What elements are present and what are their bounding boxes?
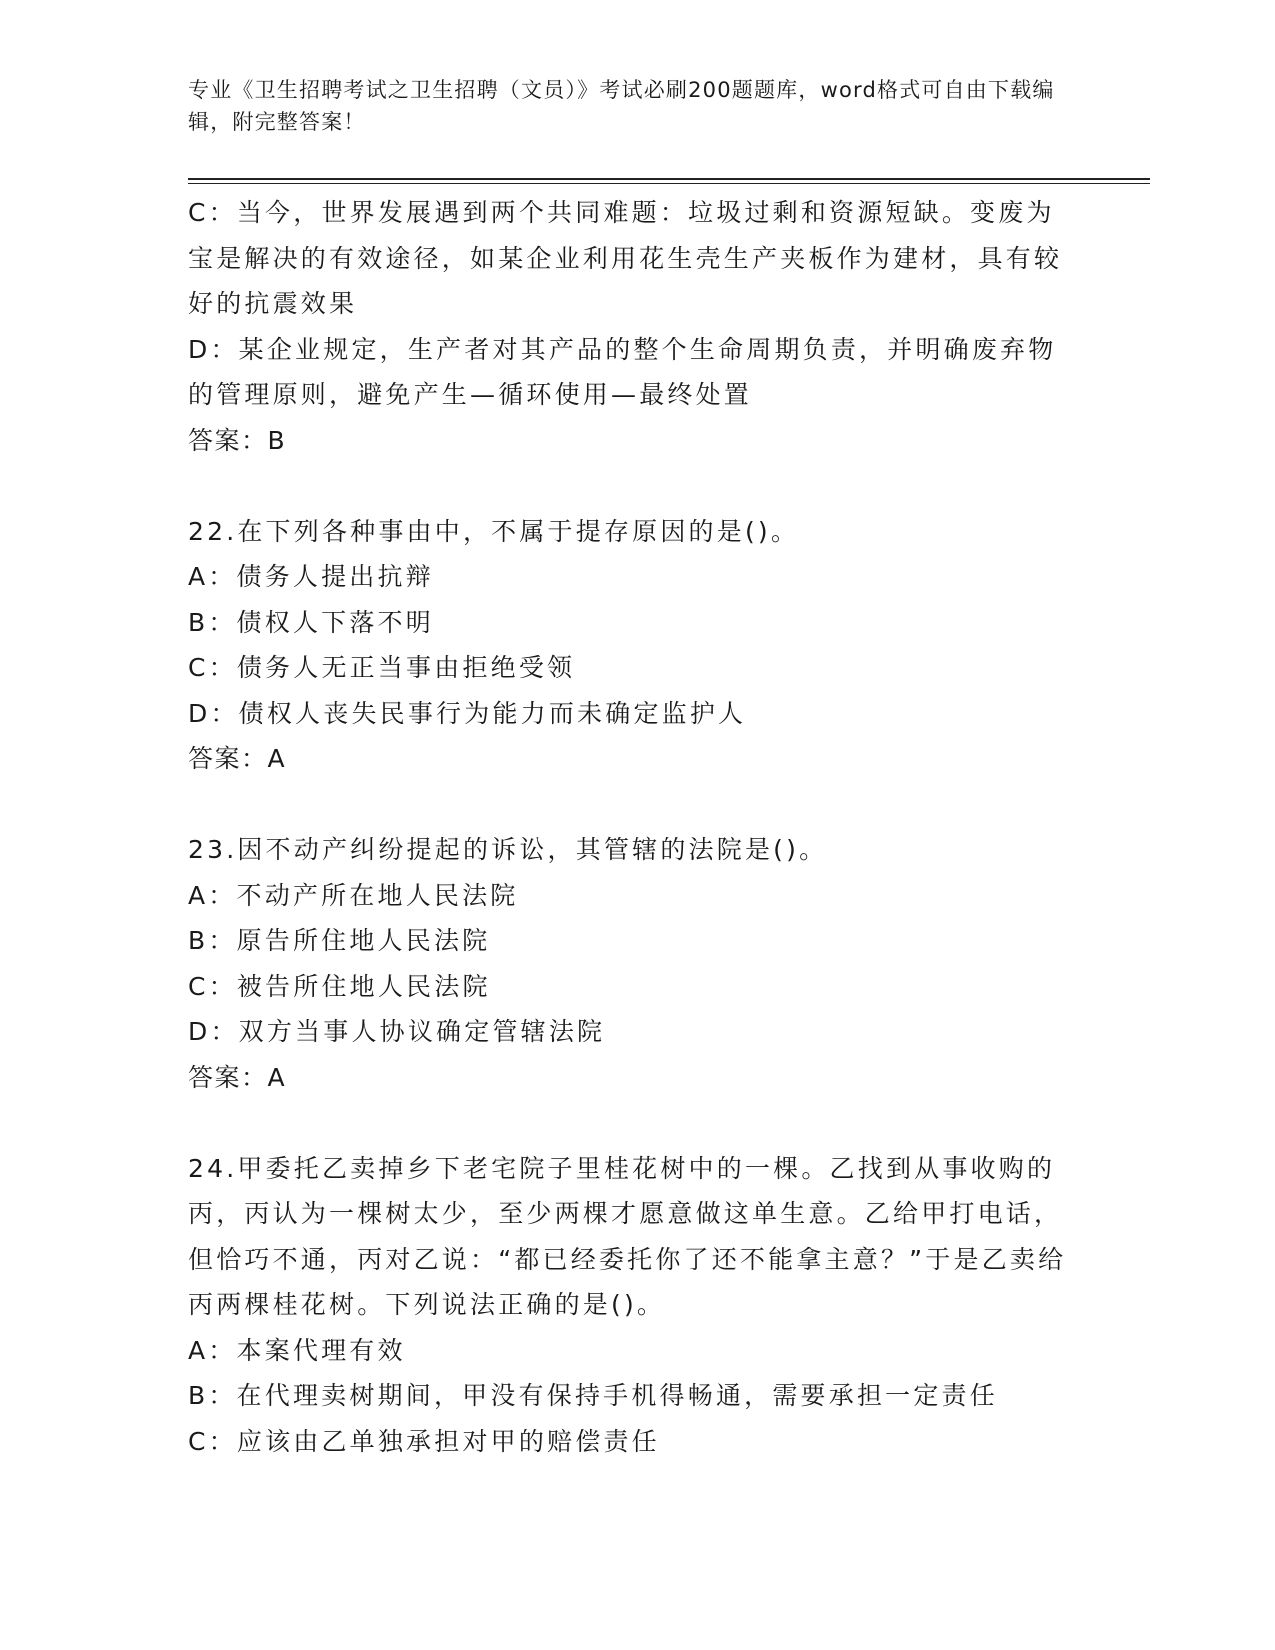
option-a: A：本案代理有效 xyxy=(188,1335,406,1365)
option-d: D：双方当事人协议确定管辖法院 xyxy=(188,1017,606,1046)
option-b: B：在代理卖树期间，甲没有保持手机得畅通，需要承担一定责任 xyxy=(188,1381,998,1410)
question-24 xyxy=(188,1146,1078,1465)
header-divider-thick xyxy=(188,178,1150,180)
option-c: C：债务人无正当事由拒绝受领 xyxy=(188,653,576,682)
question-stem: 24.甲委托乙卖掉乡下老宅院子里桂花树中的一棵。乙找到从事收购的丙，丙认为一棵树太少，至少两棵才愿意做这单生意。乙给甲打电话，但恰巧不通，丙对乙说：“都已经委托你了还不能拿主意？”于是乙卖给丙两棵桂花树。下列说法正确的是()。 xyxy=(188,1153,1067,1319)
question-stem: 23.因不动产纠纷提起的诉讼，其管辖的法院是()。 xyxy=(188,835,828,864)
answer-line: 答案：A xyxy=(188,1062,287,1092)
option-c: C：被告所住地人民法院 xyxy=(188,971,491,1001)
question-21-tail xyxy=(188,190,1078,463)
spacer xyxy=(188,463,1078,509)
header-text: 专业《卫生招聘考试之卫生招聘（文员）》考试必刷200题题库，word格式可自由下载编辑，附完整答案！ xyxy=(188,78,1055,134)
question-content xyxy=(188,190,1078,1464)
option-a: A：债务人提出抗辩 xyxy=(188,562,434,591)
answer-line: 答案：A xyxy=(188,744,287,773)
spacer xyxy=(188,1100,1078,1146)
spacer xyxy=(188,782,1078,828)
question-22 xyxy=(188,509,1078,782)
option-d: D：某企业规定，生产者对其产品的整个生命周期负责，并明确废弃物的管理原则，避免产生—循环使用—最终处置 xyxy=(188,334,1057,409)
header-divider-thin xyxy=(188,183,1150,184)
option-d: D：债权人丧失民事行为能力而未确定监护人 xyxy=(188,698,747,728)
answer-line: 答案：B xyxy=(188,425,287,455)
question-23 xyxy=(188,827,1078,1100)
question-stem: 22.在下列各种事由中，不属于提存原因的是()。 xyxy=(188,516,800,546)
option-a: A：不动产所在地人民法院 xyxy=(188,880,519,910)
option-c: C：当今，世界发展遇到两个共同难题：垃圾过剩和资源短缺。变废为宝是解决的有效途径，如某企业利用花生壳生产夹板作为建材，具有较好的抗震效果 xyxy=(188,198,1063,318)
option-b: B：原告所住地人民法院 xyxy=(188,926,491,955)
option-b: B：债权人下落不明 xyxy=(188,607,434,637)
document-header xyxy=(188,74,1088,138)
option-c: C：应该由乙单独承担对甲的赔偿责任 xyxy=(188,1426,660,1456)
